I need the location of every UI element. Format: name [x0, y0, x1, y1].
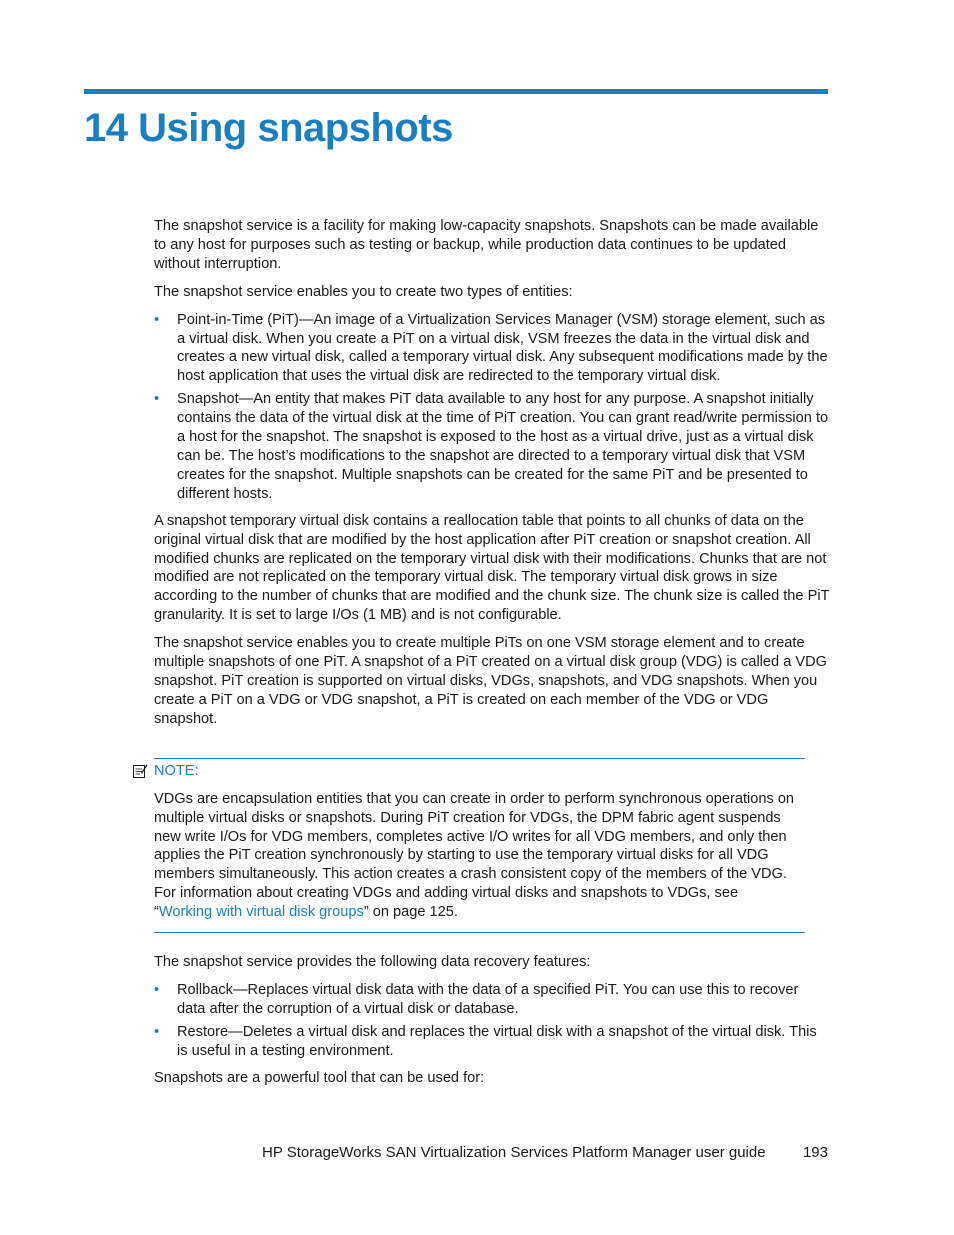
bullet-icon: • — [154, 1023, 160, 1040]
page-number: 193 — [802, 1144, 828, 1161]
closing-paragraph: Snapshots are a powerful tool that can be used for: — [154, 1069, 485, 1086]
list-item: • Rollback—Replaces virtual disk data with the data of a specified PiT. You can use this to recover data after the corruption of a virtual disk or database. — [154, 981, 799, 1017]
chapter-title: 14 Using snapshots — [84, 106, 453, 150]
note-text: VDGs are encapsulation entities that you can create in order to perform synchronous operations on multiple virtual disks or snapshots. During PiT creation for VDGs, the DPM fabric agent suspends new write I/Os for VDG members, completes active I/O writes for all VDG members, and only then applies the PiT creation synchronously by starting to use the temporary virtual disks for all VDG members simultaneously. This action creates a crash consistent copy of the members of the VDG. For information about creating VDGs and adding virtual disks and snapshots to VDGs, see “Working with virtual disk groups” on page 125. — [154, 791, 795, 920]
recovery-list — [154, 981, 830, 1061]
list-item: • Point-in-Time (PiT)—An image of a Virtualization Services Manager (VSM) storage element, such as a virtual disk. When you create a PiT on a virtual disk, VSM freezes the data in the virtual disk and creates a new virtual disk, called a temporary virtual disk. Any subsequent modifications made by the host application that uses the virtual disk are redirected to the temporary virtual disk. — [154, 311, 828, 385]
note-block — [154, 758, 805, 933]
list-item: • Restore—Deletes a virtual disk and replaces the virtual disk with a snapshot of the virtual disk. This is useful in a testing environment. — [154, 1023, 817, 1059]
section-recovery — [154, 953, 830, 1096]
list-item: • Snapshot—An entity that makes PiT data available to any host for any purpose. A snapshot initially contains the data of the virtual disk at the time of PiT creation. You can grant read/write permission to a host for the snapshot. The snapshot is exposed to the host as a virtual drive, just as a virtual disk can be. The host’s modifications to the snapshot are directed to a temporary virtual disk that VSM creates for the snapshot. Multiple snapshots can be created for the same PiT and be presented to different hosts. — [154, 391, 829, 502]
bullet-icon: • — [154, 981, 160, 998]
bullet-icon: • — [154, 391, 160, 408]
entities-lead-paragraph: The snapshot service enables you to create two types of entities: — [154, 283, 573, 300]
page-footer — [262, 1143, 828, 1163]
working-with-vdg-link[interactable]: Working with virtual disk groups — [158, 903, 364, 920]
section-intro — [154, 217, 830, 738]
bullet-icon: • — [154, 311, 160, 328]
footer-title: HP StorageWorks SAN Virtualization Services Platform Manager user guide — [262, 1144, 766, 1161]
note-icon — [132, 763, 148, 779]
entities-list — [154, 311, 830, 504]
recovery-intro-paragraph: The snapshot service provides the following data recovery features: — [154, 954, 591, 970]
intro-paragraph: The snapshot service is a facility for making low-capacity snapshots. Snapshots can be made available to any host for purposes such as testing or backup, while production data continues to be updated without interruption. — [154, 218, 819, 272]
reallocation-paragraph: A snapshot temporary virtual disk contains a reallocation table that points to all chunks of data on the original virtual disk that are modified by the host application after PiT creation or snapshot creation. All modified chunks are replicated on the temporary virtual disk with their modifications. Chunks that are not modified are not replicated on the temporary virtual disk. The temporary virtual disk grows in size according to the number of chunks that are modified and the chunk size. The chunk size is called the PiT granularity. It is set to large I/Os (1 MB) and is not configurable. — [154, 512, 830, 624]
chapter-top-rule — [84, 89, 828, 94]
note-label: NOTE: — [154, 763, 199, 779]
multiple-pits-paragraph: The snapshot service enables you to create multiple PiTs on one VSM storage element and to create multiple snapshots of one PiT. A snapshot of a PiT created on a virtual disk group (VDG) is called a VDG snapshot. PiT creation is supported on virtual disks, VDGs, snapshots, and VDG snapshots. When you create a PiT on a VDG or VDG snapshot, a PiT is created on each member of the VDG or VDG snapshot. — [154, 635, 828, 727]
